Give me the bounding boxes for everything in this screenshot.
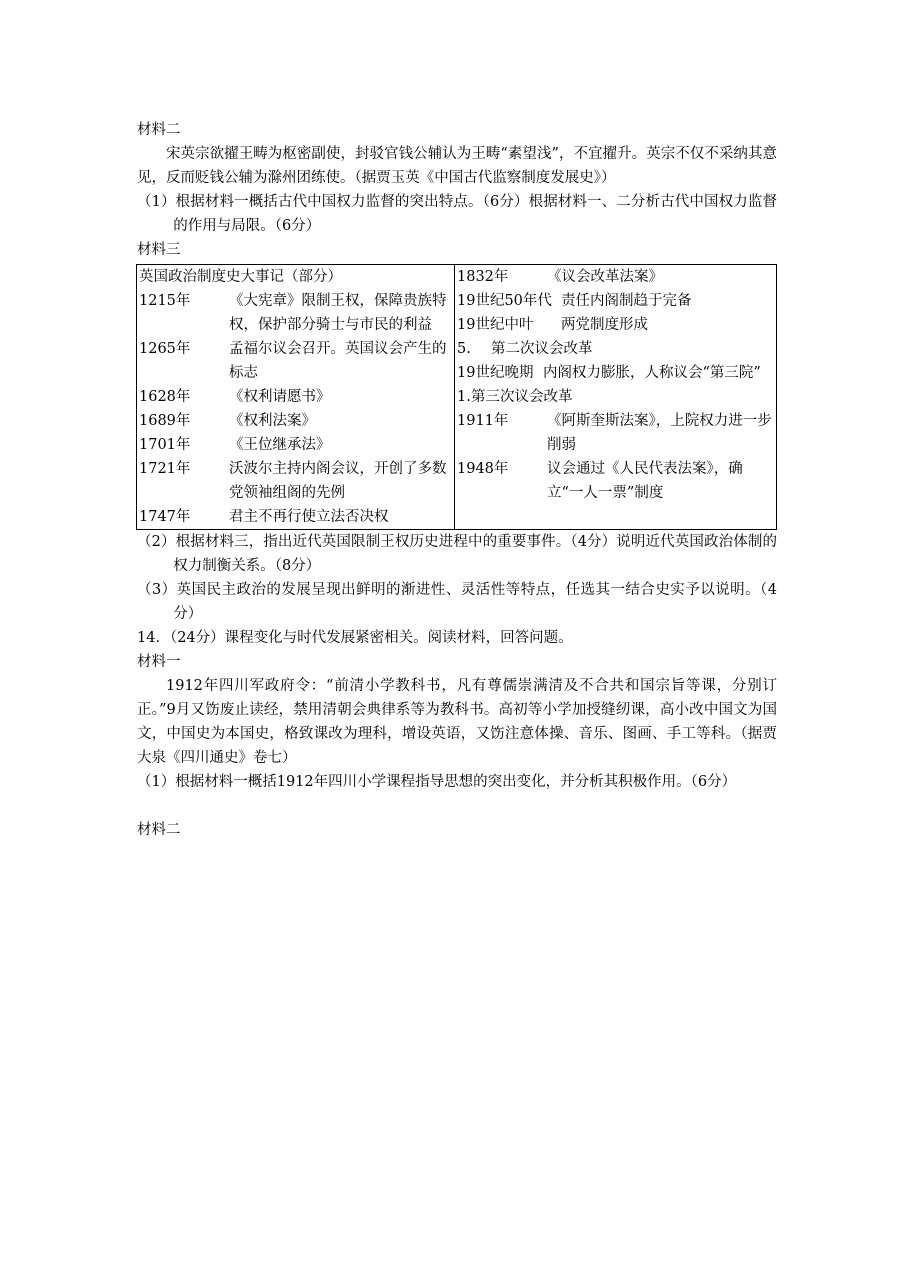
timeline-event: [457, 337, 774, 361]
timeline-left-column: [137, 265, 455, 530]
event-text: 第三次议会改革: [471, 389, 573, 405]
timeline-event: [457, 409, 774, 457]
timeline-event: [139, 409, 452, 433]
event-year: 19世纪中叶: [457, 317, 534, 333]
q14-question-1-text: （1）根据材料一概括1912年四川小学课程指导思想的突出变化，并分析其积极作用。（6分）: [137, 774, 737, 790]
event-text: 《阿斯奎斯法案》，上院权力进一步削弱: [547, 413, 772, 453]
event-text: 两党制度形成: [561, 317, 648, 333]
event-text: 《大宪章》限制王权，保障贵族特权，保护部分骑士与市民的利益: [229, 293, 447, 333]
timeline-event: [139, 385, 452, 409]
material-3-label: 材料三: [137, 242, 181, 258]
question-14-header: 14．（24分）课程变化与时代发展紧密相关。阅读材料，回答问题。: [137, 630, 573, 646]
event-text: 议会通过《人民代表法案》，确立“一人一票”制度: [547, 461, 743, 501]
event-number: 1.: [457, 389, 471, 405]
document-page: [137, 118, 777, 842]
event-year: 1215年: [139, 293, 191, 309]
event-text: 《权利请愿书》: [229, 389, 331, 405]
question-1-text: （1）根据材料一概括古代中国权力监督的突出特点。（6分）根据材料一、二分析古代中国权力监督的作用与局限。（6分）: [137, 194, 777, 234]
event-text: 孟福尔议会召开。英国议会产生的标志: [229, 341, 447, 381]
event-text: 责任内阁制趋于完备: [561, 293, 692, 309]
timeline-event: [139, 457, 452, 505]
event-text: 君主不再行使立法否决权: [229, 509, 389, 525]
timeline-event: [457, 265, 774, 289]
event-year: 1747年: [139, 509, 191, 525]
timeline-event: [139, 289, 452, 337]
material-2-label: 材料二: [137, 122, 181, 138]
timeline-title: 英国政治制度史大事记（部分）: [139, 269, 342, 285]
event-year: 1832年: [457, 269, 509, 285]
timeline-event: [457, 313, 774, 337]
timeline-right-column: [455, 265, 777, 530]
uk-political-timeline-table: [136, 264, 777, 530]
event-text: 《议会改革法案》: [547, 269, 663, 285]
event-text: 第二次议会改革: [491, 341, 593, 357]
q14-material-1-label: 材料一: [137, 654, 181, 670]
q14-material-2-label: 材料二: [137, 822, 181, 838]
event-number: 5.: [457, 341, 471, 357]
timeline-event: [457, 361, 774, 385]
event-year: 1689年: [139, 413, 191, 429]
event-year: 1701年: [139, 437, 191, 453]
timeline-event: [139, 337, 452, 385]
blank-line: [137, 794, 777, 818]
q14-material-1-paragraph: 1912年四川军政府令：“前清小学教科书，凡有尊儒崇满清及不合共和国宗旨等课，分别订正。”9月又饬废止读经，禁用清朝会典律系等为教科书。高初等小学加授缝纫课，高小改中国文为国文，中国史为本国史，格致课改为理科，增设英语，又饬注意体操、音乐、图画、手工等科。（据贾大泉《四川通史》卷七）: [137, 678, 777, 766]
event-year: 19世纪50年代: [457, 293, 552, 309]
event-year: 1911年: [457, 413, 509, 429]
timeline-event: [457, 289, 774, 313]
timeline-event: [139, 505, 452, 529]
timeline-event: [139, 433, 452, 457]
event-text: 沃波尔主持内阁会议，开创了多数党领袖组阁的先例: [229, 461, 447, 501]
question-2-text: （2）根据材料三，指出近代英国限制王权历史进程中的重要事件。（4分）说明近代英国政治体制的权力制衡关系。（8分）: [137, 534, 777, 574]
event-year: 1721年: [139, 461, 191, 477]
event-year: 1265年: [139, 341, 191, 357]
event-year: 19世纪晚期: [457, 365, 534, 381]
event-year: 1948年: [457, 461, 509, 477]
timeline-event: [457, 457, 774, 505]
timeline-event: [457, 385, 774, 409]
event-text: 《权利法案》: [229, 413, 316, 429]
event-year: 1628年: [139, 389, 191, 405]
question-3-text: （3）英国民主政治的发展呈现出鲜明的渐进性、灵活性等特点，任选其一结合史实予以说明。（4分）: [137, 582, 777, 622]
event-text: 《王位继承法》: [229, 437, 331, 453]
material-2-paragraph: 宋英宗欲擢王畴为枢密副使，封驳官钱公辅认为王畴“素望浅”，不宜擢升。英宗不仅不采纳其意见，反而贬钱公辅为滁州团练使。（据贾玉英《中国古代监察制度发展史》）: [137, 146, 777, 186]
event-text: 内阁权力膨胀，人称议会“第三院”: [543, 365, 761, 381]
